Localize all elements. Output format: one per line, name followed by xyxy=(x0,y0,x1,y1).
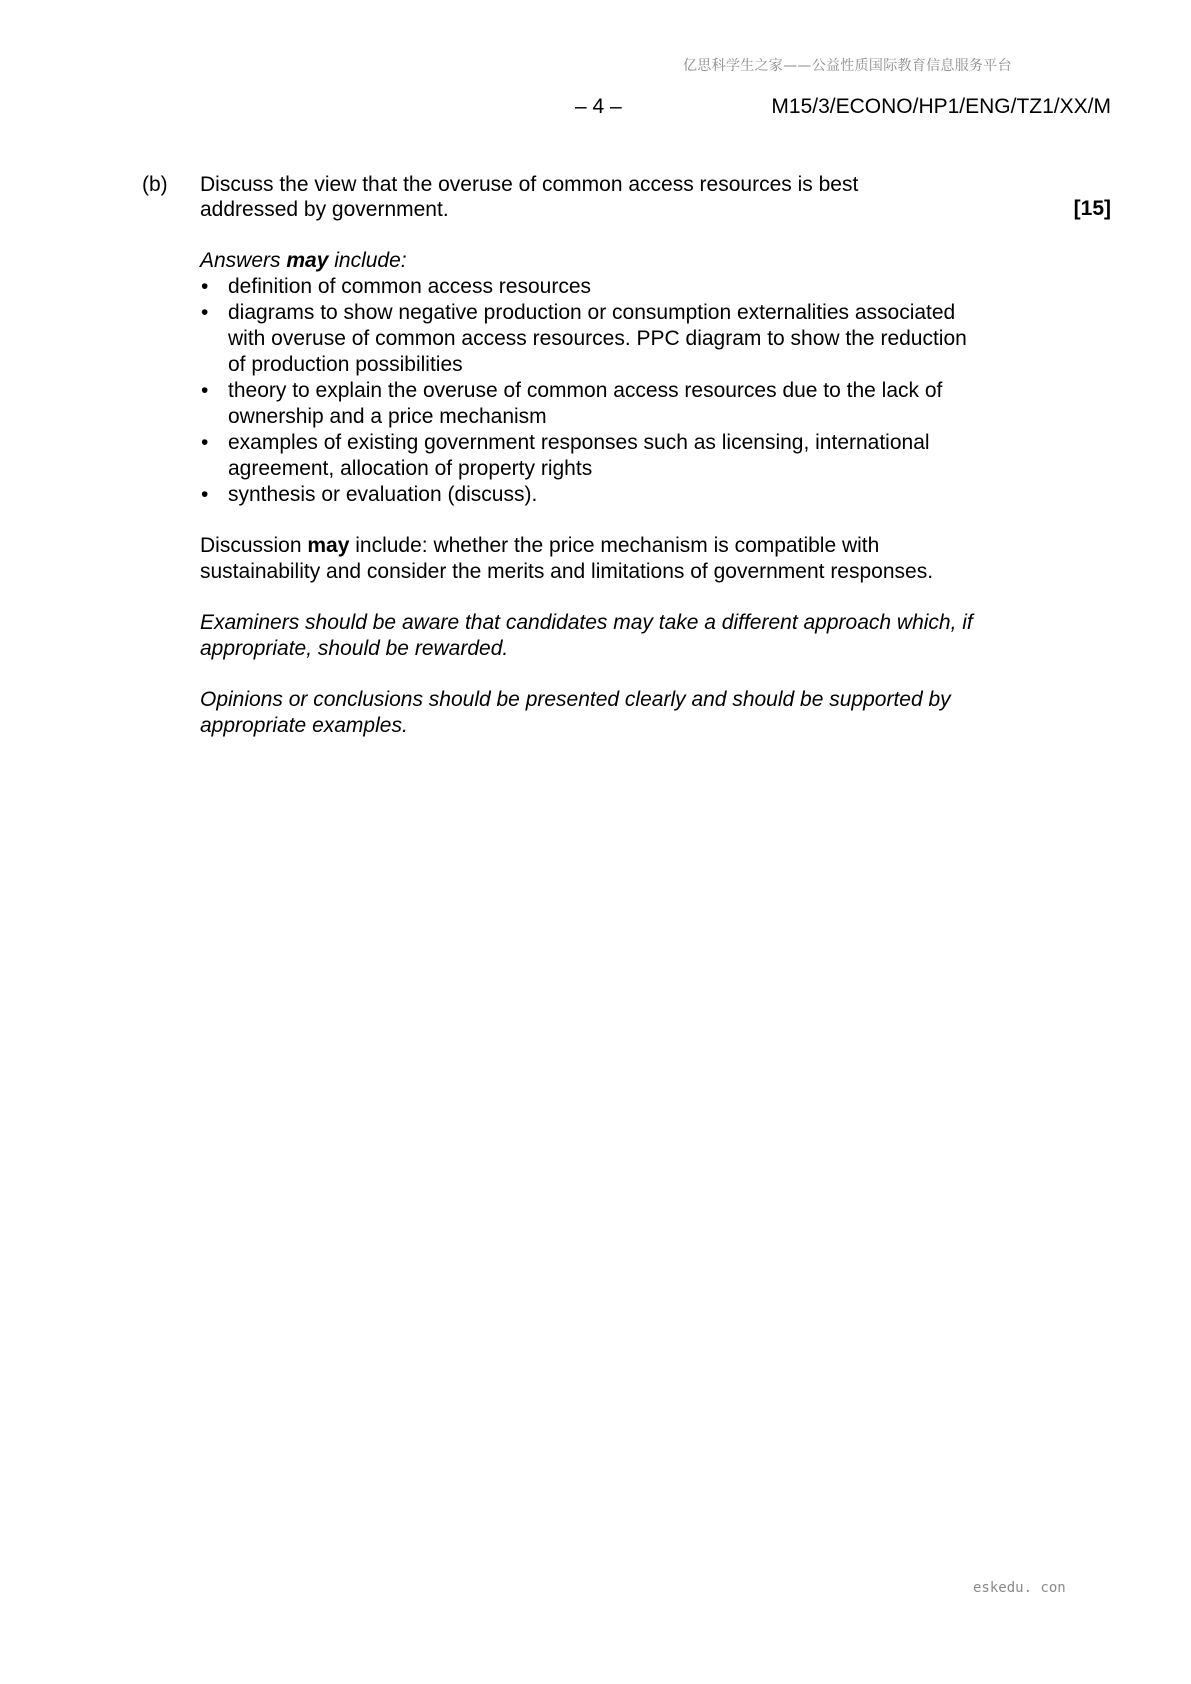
watermark-bottom: eskedu. con xyxy=(973,1580,1066,1596)
examiners-note: Examiners should be aware that candidates may take a different approach which, if appropriate, should be rewarded. xyxy=(200,611,973,660)
page-number: – 4 – xyxy=(575,95,622,118)
answers-intro-emphasis: may xyxy=(286,249,329,272)
list-item-text: definition of common access resources xyxy=(228,275,591,298)
question-line-2: addressed by government. xyxy=(200,198,449,221)
watermark-top: 亿思科学生之家——公益性质国际教育信息服务平台 xyxy=(683,58,1012,74)
opinions-note: Opinions or conclusions should be presented clearly and should be supported by appropriate examples. xyxy=(200,688,951,737)
list-item xyxy=(200,300,980,378)
list-item-text: examples of existing government responses such as licensing, international agreement, allocation of property rights xyxy=(228,431,930,480)
discussion-prefix: Discussion xyxy=(200,534,308,557)
list-item-text: diagrams to show negative production or consumption externalities associated with overuse of common access resources. PPC diagram to show the reduction of production possibilities xyxy=(228,301,967,376)
answer-points-list xyxy=(200,274,980,508)
bullet-icon: • xyxy=(201,431,209,454)
list-item xyxy=(200,430,980,482)
document-code: M15/3/ECONO/HP1/ENG/TZ1/XX/M xyxy=(771,95,1111,118)
markscheme-body xyxy=(200,248,980,739)
answers-intro-prefix: Answers xyxy=(200,249,287,272)
list-item xyxy=(200,482,980,508)
bullet-icon: • xyxy=(201,379,209,402)
question-text xyxy=(200,172,960,222)
list-item-text: synthesis or evaluation (discuss). xyxy=(228,483,538,506)
answers-intro xyxy=(200,248,980,274)
discussion-suffix: include: whether the price mechanism is compatible with sustainability and consider the merits and limitations of government responses. xyxy=(200,534,934,583)
discussion-emphasis: may xyxy=(307,534,350,557)
question-label: (b) xyxy=(142,173,168,196)
list-item xyxy=(200,274,980,300)
bullet-icon: • xyxy=(201,275,209,298)
marks-label: [15] xyxy=(1073,197,1111,220)
answers-intro-suffix: include: xyxy=(328,249,407,272)
discussion-paragraph xyxy=(200,533,980,585)
list-item xyxy=(200,378,980,430)
bullet-icon: • xyxy=(201,301,209,324)
question-line-1: Discuss the view that the overuse of common access resources is best xyxy=(200,173,859,196)
list-item-text: theory to explain the overuse of common access resources due to the lack of ownership and a price mechanism xyxy=(228,379,943,428)
bullet-icon: • xyxy=(201,483,209,506)
